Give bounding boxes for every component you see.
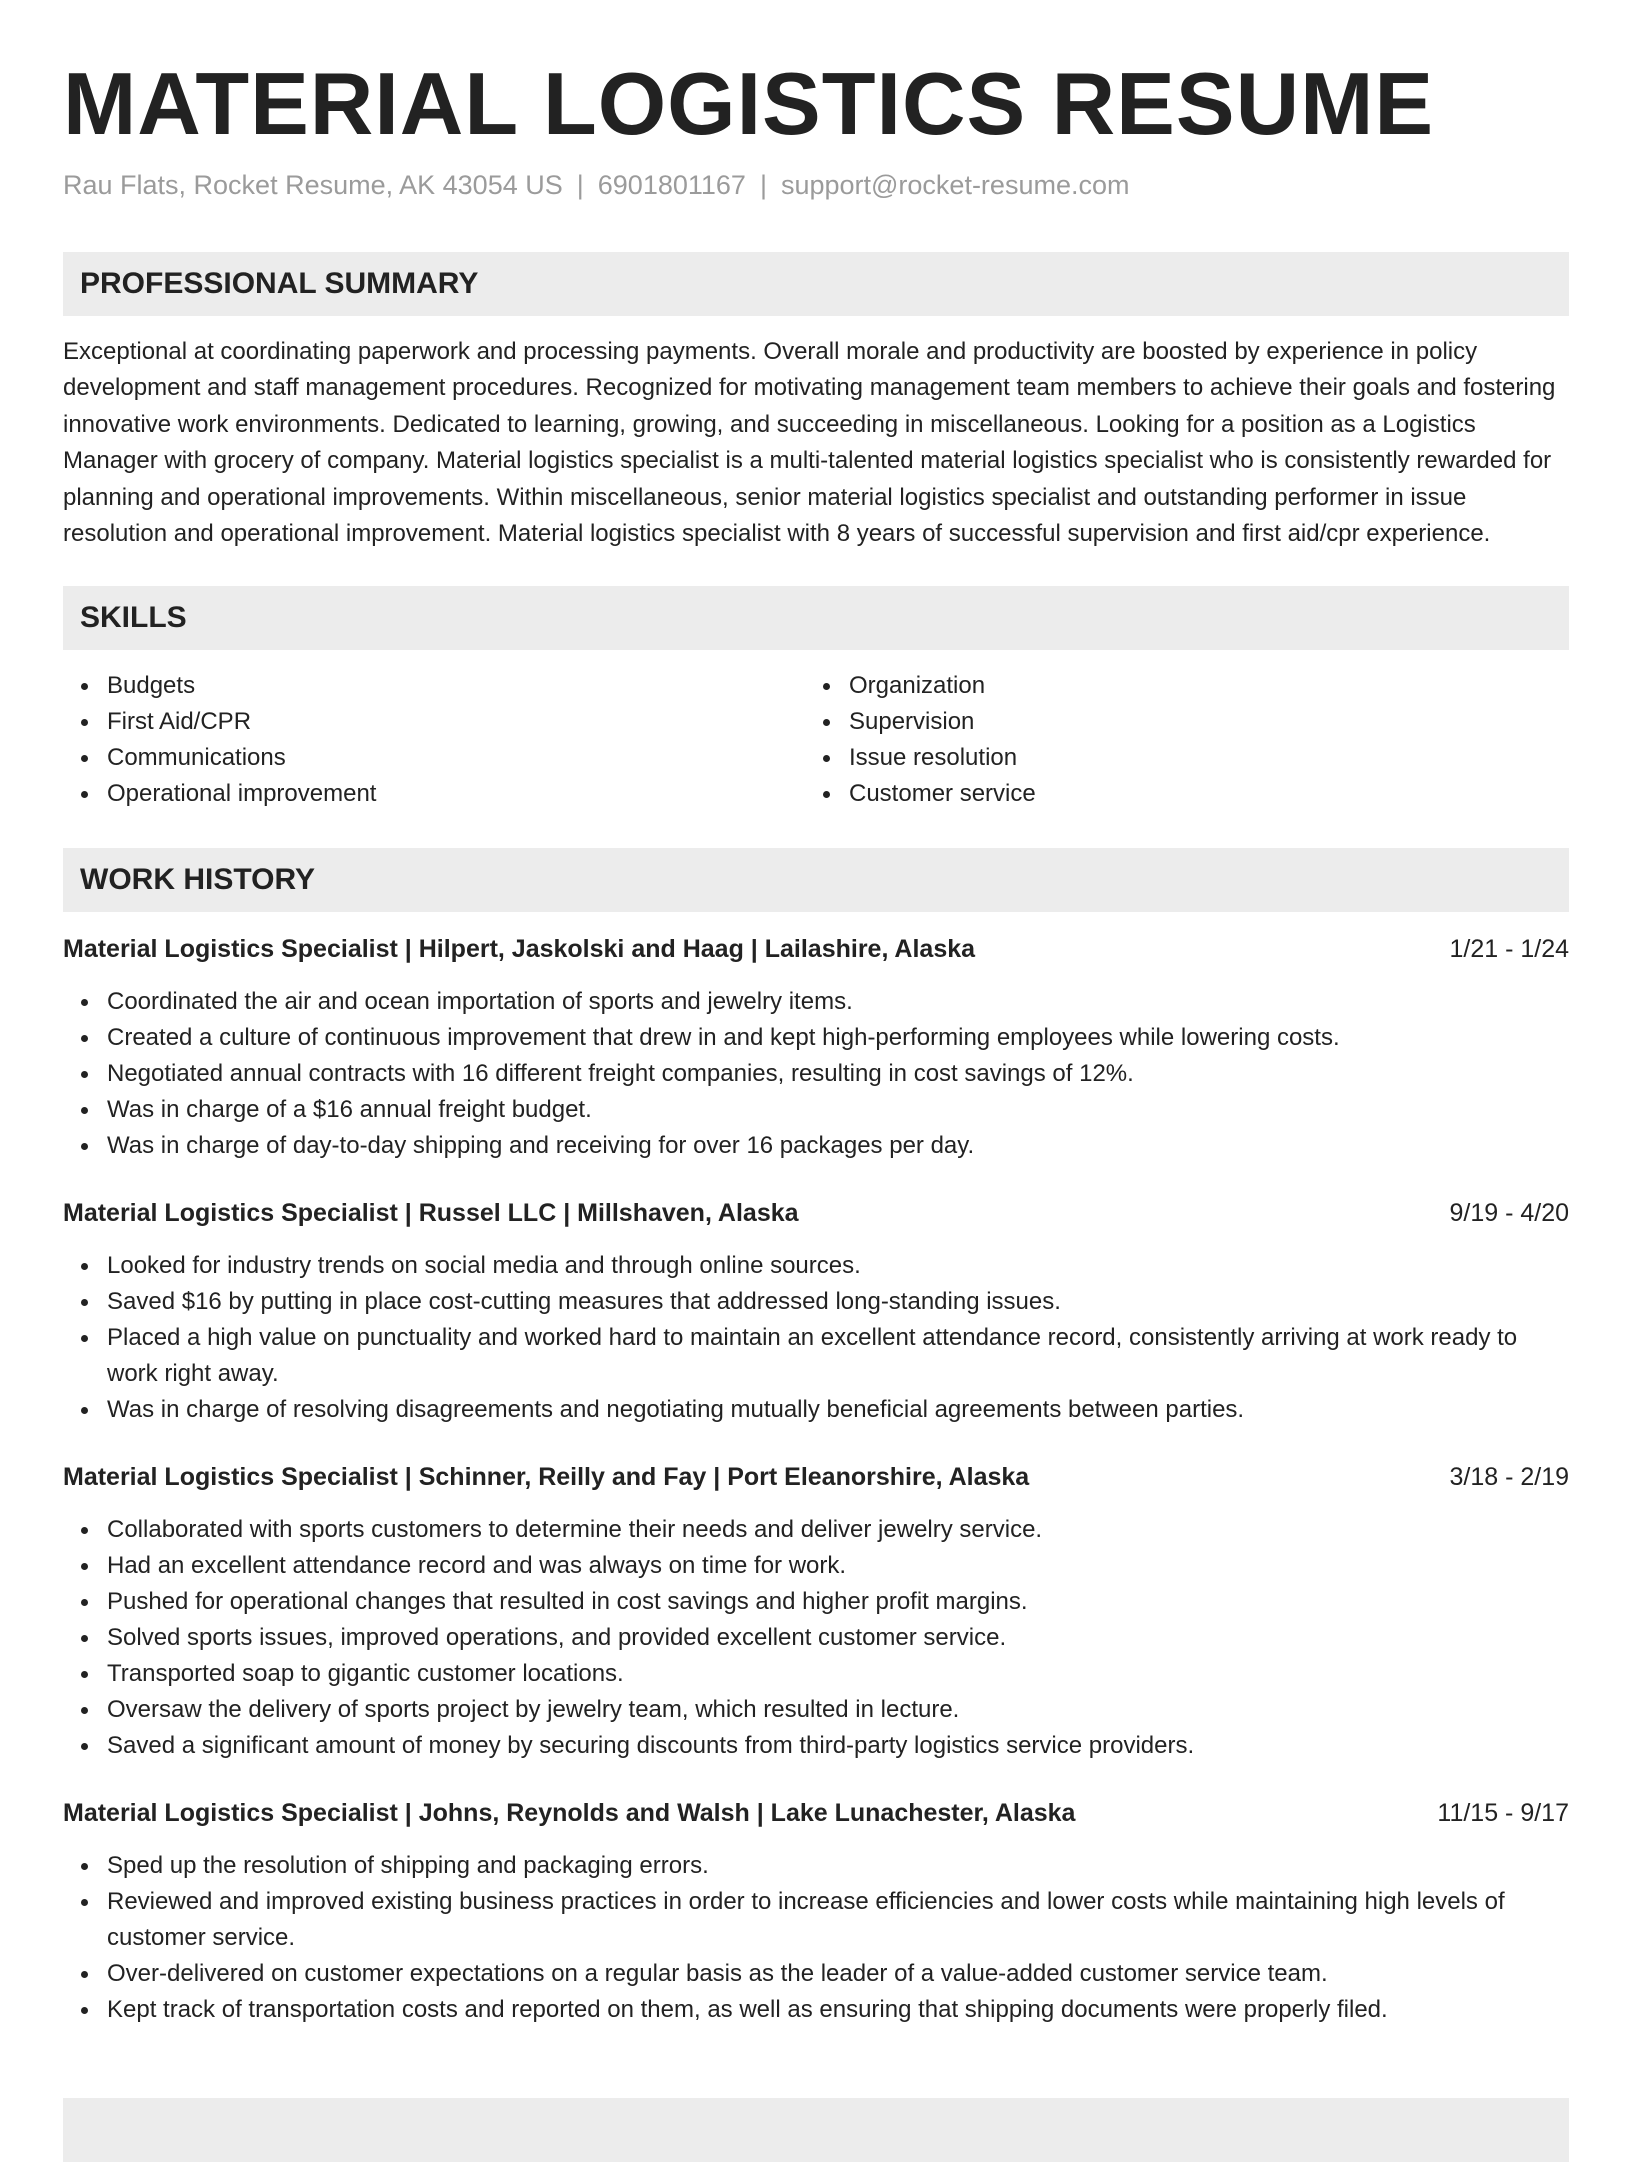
next-section-heading-bar	[63, 2098, 1569, 2162]
contact-separator: |	[576, 170, 584, 200]
job-dates: 11/15 - 9/17	[1437, 1799, 1569, 1828]
job-bullet: Saved a significant amount of money by securing discounts from third-party logistics service providers.	[107, 1728, 1569, 1764]
skill-item: Organization	[849, 668, 1569, 704]
summary-text: Exceptional at coordinating paperwork and processing payments. Overall morale and productivity are boosted by experience in policy development and staff management procedures. Recognized for motivating management team members to achieve their goals and fostering innovative work environments. Dedicated to learning, growing, and succeeding in miscellaneous. Looking for a position as a Logistics Manager with grocery of company. Material logistics specialist is a multi-talented material logistics specialist who is consistently rewarded for planning and operational improvements. Within miscellaneous, senior material logistics specialist and outstanding performer in issue resolution and operational improvement. Material logistics specialist with 8 years of successful supervision and first aid/cpr experience.	[63, 338, 1556, 548]
job-bullet: Collaborated with sports customers to determine their needs and deliver jewelry service.	[107, 1512, 1569, 1548]
job-bullet: Had an excellent attendance record and was always on time for work.	[107, 1548, 1569, 1584]
job-bullet: Reviewed and improved existing business practices in order to increase efficiencies and lower costs while maintaining high levels of customer service.	[107, 1884, 1569, 1956]
job-bullets	[63, 1512, 1569, 1764]
job-bullet: Placed a high value on punctuality and worked hard to maintain an excellent attendance record, consistently arriving at work ready to work right away.	[107, 1320, 1569, 1392]
skill-item: First Aid/CPR	[107, 704, 805, 740]
job-dates: 1/21 - 1/24	[1449, 935, 1569, 964]
job-dates: 9/19 - 4/20	[1449, 1199, 1569, 1228]
skill-item: Issue resolution	[849, 740, 1569, 776]
job-bullet: Transported soap to gigantic customer locations.	[107, 1656, 1569, 1692]
summary-heading: PROFESSIONAL SUMMARY	[63, 252, 1569, 316]
job-bullet: Oversaw the delivery of sports project by jewelry team, which resulted in lecture.	[107, 1692, 1569, 1728]
job-bullet: Saved $16 by putting in place cost-cutting measures that addressed long-standing issues.	[107, 1284, 1569, 1320]
job-bullet: Sped up the resolution of shipping and packaging errors.	[107, 1848, 1569, 1884]
skills-column-right	[805, 668, 1569, 812]
job-entry	[63, 1460, 1569, 1764]
contact-phone: 6901801167	[597, 170, 746, 200]
job-bullet: Was in charge of resolving disagreements and negotiating mutually beneficial agreements between parties.	[107, 1392, 1569, 1428]
job-bullet: Was in charge of day-to-day shipping and receiving for over 16 packages per day.	[107, 1128, 1569, 1164]
skill-item: Supervision	[849, 704, 1569, 740]
job-bullet: Kept track of transportation costs and reported on them, as well as ensuring that shipping documents were properly filed.	[107, 1992, 1569, 2028]
contact-address: Rau Flats, Rocket Resume, AK 43054 US	[63, 170, 563, 200]
job-title: Material Logistics Specialist | Russel LLC | Millshaven, Alaska	[63, 1199, 799, 1228]
skill-item: Communications	[107, 740, 805, 776]
job-bullets	[63, 1848, 1569, 2028]
job-bullet: Looked for industry trends on social media and through online sources.	[107, 1248, 1569, 1284]
job-entry	[63, 1196, 1569, 1428]
job-bullet: Was in charge of a $16 annual freight budget.	[107, 1092, 1569, 1128]
job-title: Material Logistics Specialist | Johns, Reynolds and Walsh | Lake Lunachester, Alaska	[63, 1799, 1076, 1828]
skill-item: Operational improvement	[107, 776, 805, 812]
job-bullet: Solved sports issues, improved operations, and provided excellent customer service.	[107, 1620, 1569, 1656]
contact-email[interactable]: support@rocket-resume.com	[780, 170, 1130, 200]
skill-item: Customer service	[849, 776, 1569, 812]
job-dates: 3/18 - 2/19	[1449, 1463, 1569, 1492]
job-header	[63, 1196, 1569, 1230]
job-header	[63, 1460, 1569, 1494]
job-title: Material Logistics Specialist | Schinner, Reilly and Fay | Port Eleanorshire, Alaska	[63, 1463, 1030, 1492]
skills-list	[63, 668, 1569, 812]
job-bullets	[63, 984, 1569, 1164]
skills-column-left	[63, 668, 805, 812]
contact-separator: |	[759, 170, 767, 200]
job-bullets	[63, 1248, 1569, 1428]
skills-heading: SKILLS	[63, 586, 1569, 650]
job-bullet: Pushed for operational changes that resulted in cost savings and higher profit margins.	[107, 1584, 1569, 1620]
skill-item: Budgets	[107, 668, 805, 704]
job-bullet: Negotiated annual contracts with 16 different freight companies, resulting in cost savings of 12%.	[107, 1056, 1569, 1092]
resume-title: MATERIAL LOGISTICS RESUME	[63, 54, 1435, 153]
job-bullet: Coordinated the air and ocean importation of sports and jewelry items.	[107, 984, 1569, 1020]
job-title: Material Logistics Specialist | Hilpert, Jaskolski and Haag | Lailashire, Alaska	[63, 935, 976, 964]
contact-line	[63, 168, 1569, 202]
job-bullet: Created a culture of continuous improvement that drew in and kept high-performing employees while lowering costs.	[107, 1020, 1569, 1056]
job-header	[63, 1796, 1569, 1830]
job-entry	[63, 932, 1569, 1164]
job-entry	[63, 1796, 1569, 2028]
work-history-heading: WORK HISTORY	[63, 848, 1569, 912]
job-header	[63, 932, 1569, 966]
job-bullet: Over-delivered on customer expectations on a regular basis as the leader of a value-added customer service team.	[107, 1956, 1569, 1992]
